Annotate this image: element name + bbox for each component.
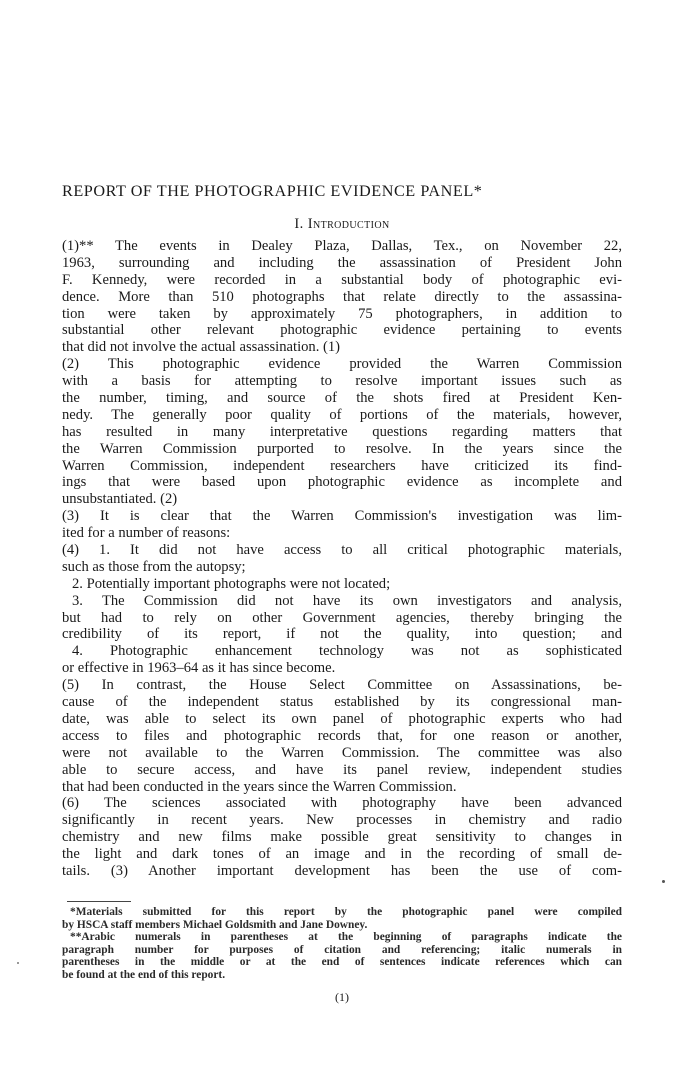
page-number: (1) [335,990,349,1004]
body-text-line: ings that were based upon photographic evidence as incomplete and [62,474,622,491]
body-text-line: ited for a number of reasons: [62,525,231,542]
footnote-divider [67,901,131,902]
body-text-line: but had to rely on other Government agencies, thereby bringing the [62,609,622,626]
body-text-line: significantly in recent years. New processes in chemistry and radio [62,812,622,829]
body-text-line: (5) In contrast, the House Select Committee on Assassinations, be- [62,677,622,694]
scan-speck-small [17,962,19,964]
section-heading-text: Introduction [307,216,390,232]
footnote-line: by HSCA staff members Michael Goldsmith and Jane Downey. [62,918,368,931]
body-text-line: Warren Commission, independent researchers have criticized its find- [62,457,622,474]
body-text-line: 4. Photographic enhancement technology was not as sophisticated [72,643,622,660]
footnote-line: parentheses in the middle or at the end of sentences indicate references which can [62,956,622,969]
body-text [62,238,622,880]
body-text-line: access to files and photographic records that, for one reason or another, [62,727,622,744]
body-text-line: chemistry and new films make possible great sensitivity to changes in [62,829,622,846]
body-text-line: tion were taken by approximately 75 photographers, in addition to [62,305,622,322]
body-text-line: cause of the independent status established by its congressional man- [62,694,622,711]
footnote-line: *Materials submitted for this report by the photographic panel were compiled [70,906,622,918]
body-text-line: the number, timing, and source of the shots fired at President Ken- [62,390,622,407]
footnote-line: paragraph number for purposes of citation and referencing; italic numerals in [62,943,622,956]
body-text-line: (4) 1. It did not have access to all critical photographic materials, [62,542,622,559]
section-numeral: I. [294,216,304,232]
footnote-line: **Arabic numerals in parentheses at the beginning of paragraphs indicate the [70,931,622,944]
body-text-line: that did not involve the actual assassination. (1) [62,339,341,356]
body-text-line: (3) It is clear that the Warren Commission's investigation was lim- [62,508,622,525]
body-text-line: tails. (3) Another important development has been the use of com- [62,862,622,879]
body-text-line: 3. The Commission did not have its own investigators and analysis, [72,592,622,609]
body-text-line: unsubstantiated. (2) [62,491,178,508]
footnote-line: be found at the end of this report. [62,968,226,981]
body-text-line: 2. Potentially important photographs were not located; [72,575,391,592]
body-text-line: or effective in 1963–64 as it has since become. [62,660,336,677]
section-heading [62,216,622,233]
body-text-line: 1963, surrounding and including the assassination of President John [62,254,622,271]
body-text-line: substantial other relevant photographic evidence pertaining to events [62,322,622,339]
body-text-line: (6) The sciences associated with photography have been advanced [62,795,622,812]
report-title: REPORT OF THE PHOTOGRAPHIC EVIDENCE PANEL* [62,182,483,200]
body-text-line: the light and dark tones of an image and in the recording of small de- [62,846,622,863]
body-text-line: that had been conducted in the years since the Warren Commission. [62,778,457,795]
body-text-line: (2) This photographic evidence provided the Warren Commission [62,356,622,373]
body-text-line: date, was able to select its own panel of photographic experts who had [62,710,622,727]
body-text-line: credibility of its report, if not the quality, into question; and [62,626,622,643]
body-text-line: such as those from the autopsy; [62,558,246,575]
body-text-line: able to secure access, and have its panel review, independent studies [62,761,622,778]
body-text-line: has resulted in many interpretative questions regarding matters that [62,423,622,440]
body-text-line: nedy. The generally poor quality of portions of the materials, however, [62,406,622,423]
body-text-line: (1)** The events in Dealey Plaza, Dallas, Tex., on November 22, [62,238,622,254]
body-text-line: F. Kennedy, were recorded in a substantial body of photographic evi- [62,271,622,288]
body-text-line: were not available to the Warren Commission. The committee was also [62,744,622,761]
body-text-line: with a basis for attempting to resolve important issues such as [62,373,622,390]
footnotes [62,906,622,982]
body-text-line: the Warren Commission purported to resolve. In the years since the [62,440,622,457]
scan-speck [662,880,665,883]
body-text-line: dence. More than 510 photographs that relate directly to the assassina- [62,288,622,305]
